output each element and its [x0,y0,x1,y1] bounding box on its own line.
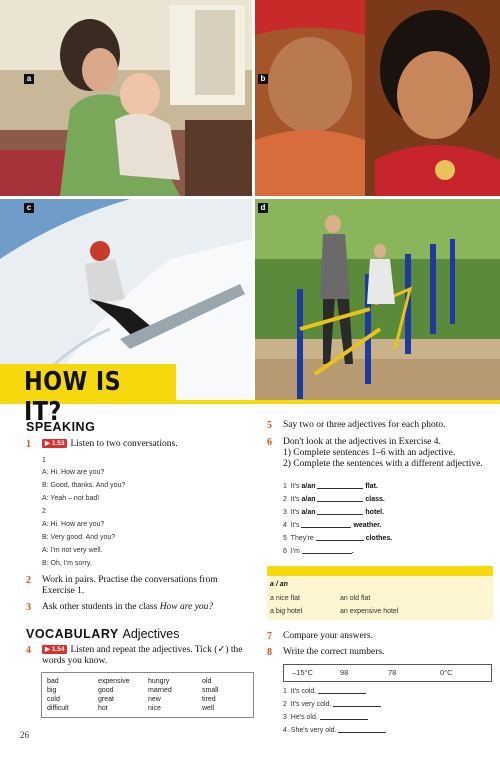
sentence-item: 6 I'm . [283,548,354,555]
vocab-word: bad [47,678,59,685]
vocab-word: new [148,696,161,703]
answer-blank[interactable] [318,693,366,694]
ex8-instruction: Write the correct numbers. [283,647,385,657]
vocabulary-box [41,672,254,718]
vocab-word: great [98,696,114,703]
photo-d [255,199,500,403]
answer-blank[interactable] [333,706,381,707]
vocab-word: hot [98,705,108,712]
answer-item: 4 She's very old. [283,727,386,734]
vocab-word: big [47,687,57,694]
ex6-instruction: Don't look at the adjectives in Exercise 4. 1) Complete sentences 1–6 with an adjective. 2) Complete the sentences with a different adjective. [283,437,483,469]
conv1-line: A: Yeah – not bad! [42,495,100,502]
conv1-label: 1 [42,457,46,464]
audio-play-icon[interactable]: ▶ 1.53 [42,439,67,448]
sentence-item: 3 It's a/an hotel. [283,509,385,516]
conv2-line: A: I'm not very well. [42,547,103,554]
number-value: –15°C [292,668,313,677]
sentence-item: 4 It's weather. [283,522,382,529]
number-value: 98 [340,668,349,677]
answer-blank[interactable] [317,488,363,489]
photo-label-d: d [258,203,268,213]
ex3-number: 3 [26,602,31,613]
ex7-number: 7 [267,631,272,642]
ex8-number: 8 [267,647,272,658]
photo-b [255,0,500,196]
sentence-item: 2 It's a/an class. [283,496,385,503]
ex2-number: 2 [26,575,31,586]
answer-blank[interactable] [338,732,386,733]
vocab-word: tired [202,696,216,703]
audio-play-icon[interactable]: ▶ 1.54 [42,645,67,654]
answer-blank[interactable] [317,514,363,515]
vocab-word: nice [148,705,161,712]
answer-item: 3 He's old. [283,714,368,721]
answer-blank[interactable] [302,553,352,554]
answer-blank[interactable] [317,501,363,502]
ex3-instruction: Ask other students in the class How are you? [42,602,214,612]
page-number: 26 [20,730,29,740]
answer-blank[interactable] [301,527,351,528]
ex7-instruction: Compare your answers. [283,631,373,641]
conv2-line: B: Very good. And you? [42,534,116,541]
vocab-word: small [202,687,219,694]
answer-blank[interactable] [316,540,364,541]
vocab-column [148,677,172,713]
sentence-item: 5 They're clothes. [283,535,393,542]
conv1-line: A: Hi. How are you? [42,469,105,476]
answer-blank[interactable] [320,719,368,720]
conv1-line: B: Good, thanks. And you? [42,482,126,489]
ex5-instruction: Say two or three adjectives for each photo. [283,420,446,430]
vocab-word: hungry [148,678,170,685]
vocabulary-heading: VOCABULARY Adjectives [26,627,180,641]
ex1-instruction: ▶ 1.53 Listen to two conversations. [42,439,178,450]
photo-a [0,0,252,196]
ex2-instruction: Work in pairs. Practise the conversations from Exercise 1. [42,575,218,596]
ex1-number: 1 [26,439,31,450]
grammar-example: a nice flat [270,595,300,602]
number-value: 0°C [440,668,453,677]
vocab-word: cold [47,696,60,703]
grammar-box-bar [267,566,493,576]
vocab-word: well [202,705,215,712]
grammar-example: an old flat [340,595,371,602]
vocab-column [47,677,69,713]
conv2-line: B: Oh, I'm sorry. [42,560,92,567]
vocab-word: married [148,687,172,694]
answer-item: 2 It's very cold. [283,701,381,708]
conv2-line: A: Hi. How are you? [42,521,105,528]
answer-item: 1 It's cold. [283,688,366,695]
grammar-example: an expensive hotel [340,608,399,615]
vocab-word: expensive [98,678,130,685]
vocab-column [98,677,130,713]
vocab-word: difficult [47,705,69,712]
ex5-number: 5 [267,420,272,431]
speaking-heading: SPEAKING [26,420,96,434]
conv2-label: 2 [42,508,46,515]
photo-label-a: a [24,74,34,84]
vocab-column [202,677,218,713]
vocab-word: good [98,687,114,694]
vocab-word: old [202,678,212,685]
photo-label-b: b [258,74,268,84]
number-value: 78 [388,668,397,677]
grammar-example: a big hotel [270,608,303,615]
ex6-number: 6 [267,437,272,448]
grammar-title: a / an [270,581,288,588]
ex4-number: 4 [26,645,31,656]
sentence-item: 1 It's a/an flat. [283,483,378,490]
page-title: HOW IS IT? [24,367,122,427]
photo-label-c: c [24,203,34,213]
ex4-instruction: ▶ 1.54 Listen and repeat the adjectives. Tick (✓) the words you know. [42,645,243,666]
